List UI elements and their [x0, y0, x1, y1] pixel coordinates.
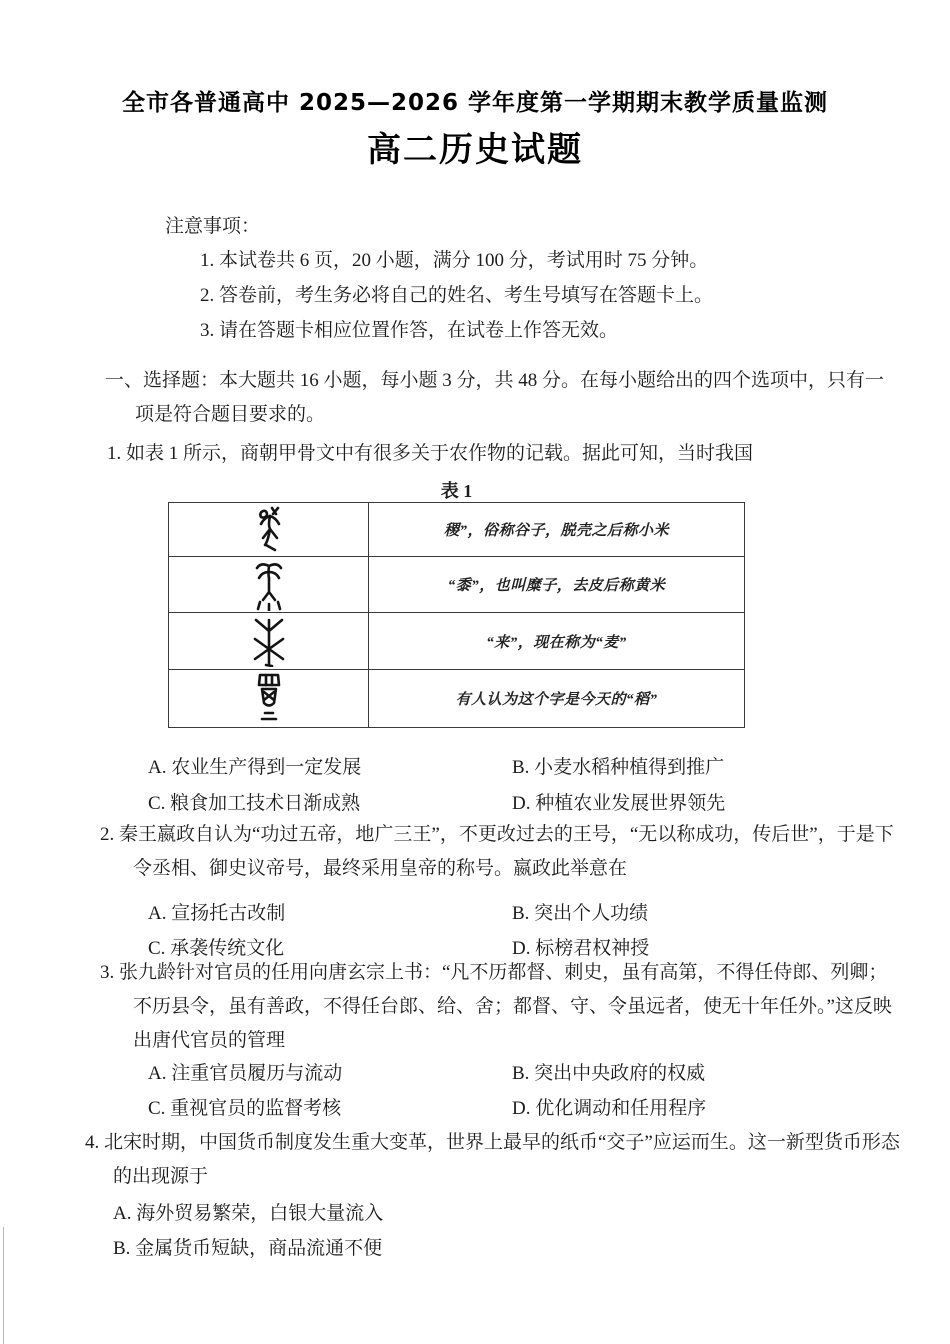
q2-option-a: A. 宣扬托古改制	[148, 903, 286, 924]
table-row	[169, 503, 745, 557]
notice-item: 3. 请在答题卡相应位置作答，在试卷上作答无效。	[200, 320, 619, 341]
table-row	[169, 669, 745, 727]
page-subtitle: 高二历史试题	[367, 130, 583, 170]
notice-item: 2. 答卷前，考生务必将自己的姓名、考生号填写在答题卡上。	[200, 285, 714, 306]
oracle-script-shu-broomcorn-icon	[170, 559, 367, 611]
q3-option-b: B. 突出中央政府的权威	[512, 1063, 706, 1084]
q1-option-a: A. 农业生产得到一定发展	[148, 757, 362, 778]
q1-option-d: D. 种植农业发展世界领先	[512, 793, 726, 814]
q2-option-c: C. 承袭传统文化	[148, 938, 285, 959]
notice-item: 1. 本试卷共 6 页，20 小题，满分 100 分，考试用时 75 分钟。	[200, 250, 709, 271]
scan-artifact-line	[3, 1227, 4, 1344]
oracle-script-ji-millet-icon	[170, 505, 367, 555]
q3-option-c: C. 重视官员的监督考核	[148, 1098, 342, 1119]
question-2-stem: 2. 秦王嬴政自认为“功过五帝，地广三王”，不更改过去的王号，“无以称成功，传后世”，于是下令丞相、御史议帝号，最终采用皇帝的称号。嬴政此举意在	[100, 824, 894, 879]
section-header: 一、选择题：本大题共 16 小题，每小题 3 分，共 48 分。在每小题给出的四个选项中，只有一项是符合题目要求的。	[105, 370, 885, 425]
q1-option-c: C. 粮食加工技术日渐成熟	[148, 793, 361, 814]
table-caption: 表 1	[440, 481, 473, 501]
question-3-stem: 3. 张九龄针对官员的任用向唐玄宗上书：“凡不历都督、刺史，虽有高第，不得任侍郎、列卿；不历县令，虽有善政，不得任台郎、给、舍；都督、守、令虽远者，使无十年任外。”这反映出唐代官员的管理	[100, 962, 892, 1051]
q3-option-a: A. 注重官员履历与流动	[148, 1063, 343, 1084]
q3-option-d: D. 优化调动和任用程序	[512, 1098, 707, 1119]
table-cell-desc: “来”，现在称为“麦”	[369, 613, 745, 669]
question-4-stem: 4. 北宋时期，中国货币制度发生重大变革，世界上最早的纸币“交子”应运而生。这一新型货币形态的出现源于	[85, 1132, 900, 1187]
table-cell-desc: 稷”，俗称谷子，脱壳之后称小米	[369, 503, 745, 557]
table-row	[169, 557, 745, 613]
q4-option-b: B. 金属货币短缺，商品流通不便	[113, 1238, 383, 1259]
oracle-script-table	[168, 502, 745, 728]
oracle-script-lai-wheat-icon	[170, 615, 367, 667]
q4-option-a: A. 海外贸易繁荣，白银大量流入	[113, 1203, 384, 1224]
q1-option-b: B. 小麦水稻种植得到推广	[512, 757, 725, 778]
notice-heading: 注意事项：	[165, 216, 261, 237]
page-title: 全市各普通高中 2025—2026 学年度第一学期期末教学质量监测	[121, 90, 829, 116]
oracle-script-dao-rice-icon	[170, 671, 367, 725]
q2-option-b: B. 突出个人功绩	[512, 903, 649, 924]
question-1-stem: 1. 如表 1 所示，商朝甲骨文中有很多关于农作物的记载。据此可知，当时我国	[107, 443, 754, 464]
table-cell-desc: 有人认为这个字是今天的“稻”	[369, 669, 745, 727]
table-cell-desc: “黍”，也叫糜子，去皮后称黄米	[369, 557, 745, 613]
table-row	[169, 613, 745, 669]
q2-option-d: D. 标榜君权神授	[512, 938, 650, 959]
